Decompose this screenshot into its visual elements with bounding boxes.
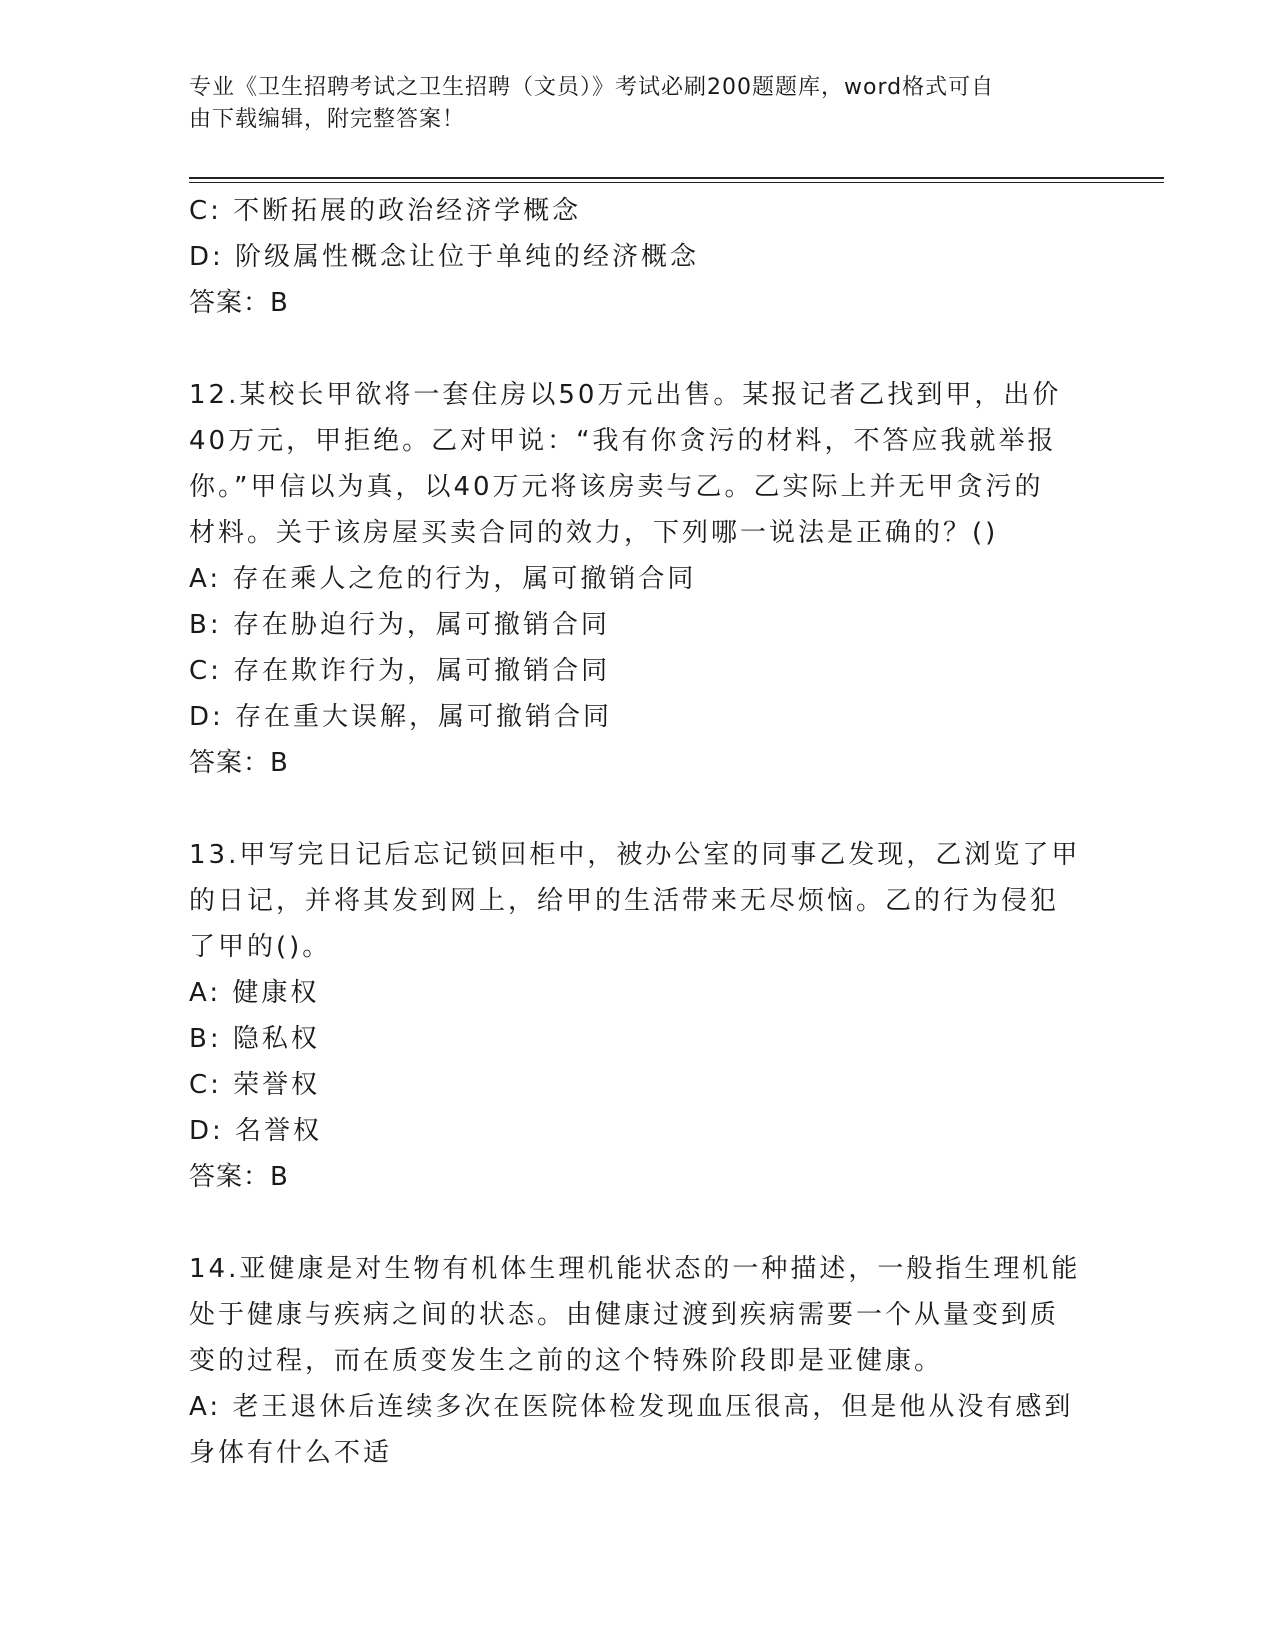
q14-stem-row: 14.亚健康是对生物有机体生理机能状态的一种描述，一般指生理机能 [189,1254,1081,1284]
question-content [189,188,1089,1476]
q11-option-c: C: 不断拓展的政治经济学概念 [189,196,582,226]
q12-stem [189,372,1079,556]
q14-stem-row: 变的过程，而在质变发生之前的这个特殊阶段即是亚健康。 [189,1346,944,1376]
q13-option-d: D: 名誉权 [189,1116,323,1146]
q12-answer: 答案：B [189,748,289,778]
question-13 [189,832,1089,1200]
question-12 [189,372,1089,786]
q14-option-a [189,1384,1079,1476]
q14-option-a-row: 身体有什么不适 [189,1438,393,1468]
q12-option-b: B: 存在胁迫行为，属可撤销合同 [189,610,610,640]
q13-option-b: B: 隐私权 [189,1024,320,1054]
header-line-1: 专业《卫生招聘考试之卫生招聘（文员）》考试必刷200题题库，word格式可自 [189,75,995,100]
q13-stem-row: 13.甲写完日记后忘记锁回柜中，被办公室的同事乙发现，乙浏览了甲 [189,840,1081,870]
q14-stem-row: 处于健康与疾病之间的状态。由健康过渡到疾病需要一个从量变到质 [189,1300,1060,1330]
q12-option-a: A: 存在乘人之危的行为，属可撤销合同 [189,564,697,594]
q12-stem-row: 材料。关于该房屋买卖合同的效力，下列哪一说法是正确的？() [189,518,999,548]
q13-stem-row: 了甲的()。 [189,932,332,962]
q11-answer: 答案：B [189,288,289,318]
q13-option-c: C: 荣誉权 [189,1070,321,1100]
spacer [189,326,1089,372]
header-divider-thin [189,182,1164,183]
q12-stem-row: 你。”甲信以为真，以40万元将该房卖与乙。乙实际上并无甲贪污的 [189,472,1044,502]
q14-stem [189,1246,1079,1384]
question-11-tail [189,188,1089,326]
q12-stem-row: 12.某校长甲欲将一套住房以50万元出售。某报记者乙找到甲，出价 [189,380,1062,410]
q13-answer: 答案：B [189,1162,289,1192]
header-divider-thick [189,177,1164,179]
q13-option-a: A: 健康权 [189,978,320,1008]
spacer [189,1200,1089,1246]
q11-option-d: D: 阶级属性概念让位于单纯的经济概念 [189,242,700,272]
question-14 [189,1246,1089,1476]
spacer [189,786,1089,832]
q13-stem-row: 的日记，并将其发到网上，给甲的生活带来无尽烦恼。乙的行为侵犯 [189,886,1060,916]
q14-option-a-row: A: 老王退休后连续多次在医院体检发现血压很高，但是他从没有感到 [189,1392,1074,1422]
q13-stem [189,832,1079,970]
header-line-2: 由下载编辑，附完整答案！ [189,107,466,132]
q12-stem-row: 40万元，甲拒绝。乙对甲说：“我有你贪污的材料，不答应我就举报 [189,426,1057,456]
q12-option-c: C: 存在欺诈行为，属可撤销合同 [189,656,611,686]
page-header [189,72,1069,136]
q12-option-d: D: 存在重大误解，属可撤销合同 [189,702,613,732]
